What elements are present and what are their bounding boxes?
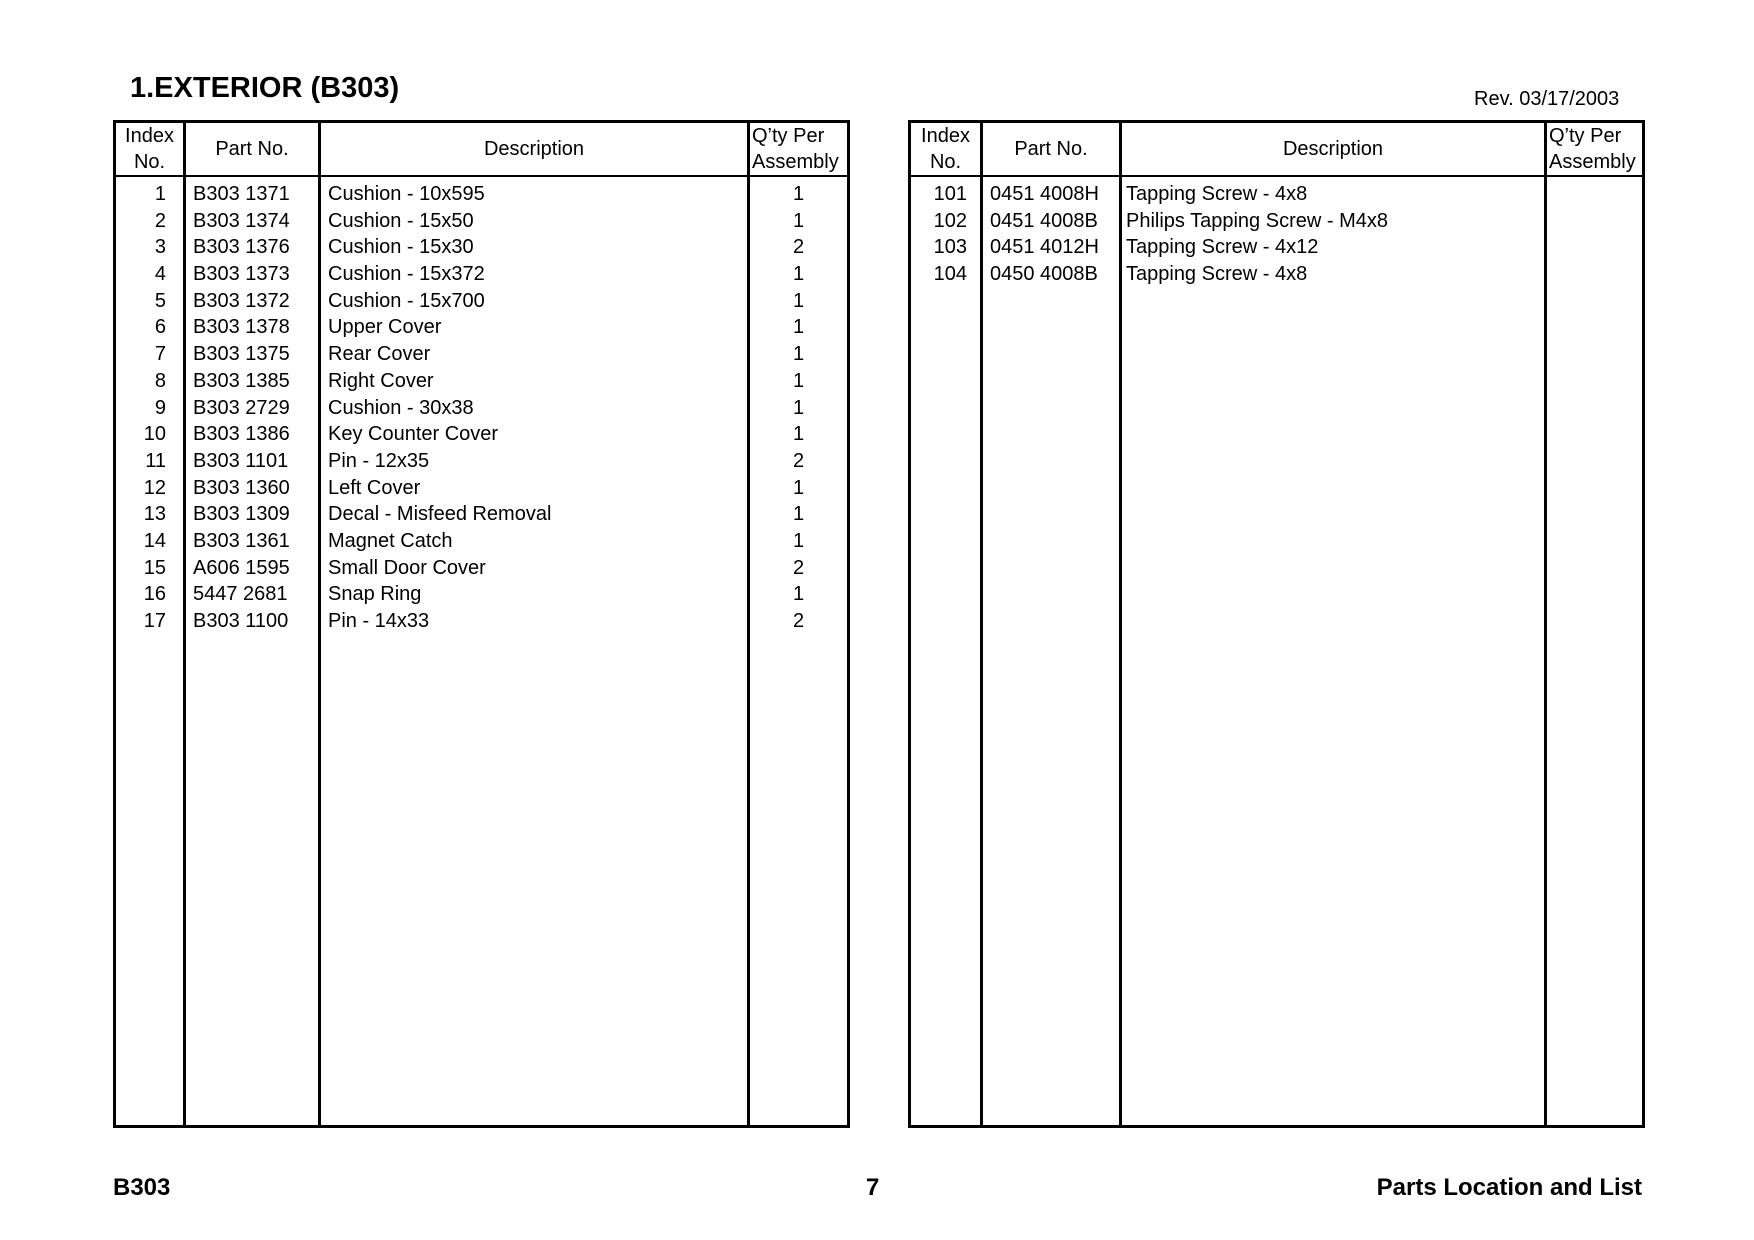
table-row [116,421,847,448]
row-description: Right Cover [328,369,434,392]
table-row [911,234,1642,261]
row-index: 103 [933,236,967,259]
row-part-no: 0450 4008B [990,263,1098,286]
row-part-no: B303 2729 [193,396,290,419]
row-description: Snap Ring [328,583,422,606]
header-index-line2: No. [133,151,166,173]
row-description: Cushion - 15x700 [328,289,485,312]
row-qty: 1 [792,316,805,339]
row-part-no: B303 1100 [193,610,289,632]
header-index-line1: Index [125,125,174,147]
table-row [116,234,847,261]
row-part-no: B303 1360 [193,476,290,499]
row-description: Cushion - 15x372 [328,263,485,286]
header-qty-line1: Q’ty Per [752,125,825,147]
row-index: 16 [143,583,166,606]
table-row [116,368,847,395]
header-qty-line2: Assembly [752,151,839,173]
row-part-no: B303 1386 [193,423,290,446]
header-description: Description [1282,138,1384,160]
header-divider [116,175,847,177]
row-description: Cushion - 15x30 [328,236,474,259]
row-part-no: B303 1378 [193,316,290,339]
row-qty: 2 [792,236,805,259]
header-part-no: Part No. [1014,138,1088,160]
table-row [116,395,847,422]
footer-section: Parts Location and List [1376,1174,1642,1201]
table-row [116,341,847,368]
row-qty: 1 [792,369,805,392]
row-qty: 1 [792,289,805,312]
table-row [116,475,847,502]
row-qty: 2 [792,556,805,579]
row-index: 11 [145,449,166,472]
row-qty: 1 [792,209,805,232]
row-part-no: 5447 2681 [193,583,288,606]
row-part-no: B303 1371 [193,183,290,205]
row-index: 9 [154,396,166,419]
row-index: 8 [154,369,166,392]
row-qty: 1 [792,583,805,606]
header-part-no: Part No. [215,138,289,160]
table-body-left [116,181,847,635]
row-qty: 2 [792,449,805,472]
row-qty: 2 [792,610,805,632]
footer-model: B303 [113,1174,171,1201]
row-index: 10 [143,423,166,446]
header-description: Description [483,138,585,160]
row-description: Upper Cover [328,316,442,339]
table-row [116,261,847,288]
header-qty [750,123,849,175]
row-index: 12 [143,476,166,499]
row-index: 4 [154,263,166,286]
row-qty: 1 [792,263,805,286]
header-index-line2: No. [929,151,962,173]
row-qty: 1 [792,396,805,419]
row-index: 13 [143,503,166,526]
row-part-no: 0451 4008B [990,209,1098,232]
row-description: Cushion - 10x595 [328,183,485,205]
row-index: 17 [143,610,166,632]
row-qty: 1 [792,343,805,366]
row-description: Key Counter Cover [328,423,499,446]
row-part-no: B303 1375 [193,343,290,366]
row-index: 15 [143,556,166,579]
row-part-no: B303 1374 [193,209,290,232]
table-body-right [911,181,1642,288]
row-qty: 1 [792,476,805,499]
table-row [116,528,847,555]
row-part-no: B303 1373 [193,263,290,286]
table-row [911,208,1642,235]
row-description: Tapping Screw - 4x8 [1126,263,1308,286]
header-qty-line2: Assembly [1549,151,1636,173]
row-part-no: B303 1372 [193,289,290,312]
table-row [116,208,847,235]
header-index [911,123,980,175]
row-part-no: A606 1595 [193,556,290,579]
header-index [116,123,183,175]
row-index: 7 [154,343,166,366]
parts-table-left [113,120,850,1128]
row-part-no: B303 1361 [193,529,290,552]
row-part-no: B303 1309 [193,503,290,526]
row-index: 104 [933,263,967,286]
row-description: Philips Tapping Screw - M4x8 [1126,209,1388,232]
parts-table-right [908,120,1645,1128]
table-row [116,501,847,528]
row-index: 14 [143,529,166,552]
table-row [116,581,847,608]
revision-date: Rev. 03/17/2003 [1474,88,1620,110]
row-description: Cushion - 15x50 [328,209,474,232]
row-index: 6 [154,316,166,339]
row-index: 2 [154,209,166,232]
row-description: Left Cover [328,476,421,499]
table-row [116,555,847,582]
row-qty: 1 [792,423,805,446]
row-index: 1 [154,183,166,205]
row-index: 5 [154,289,166,312]
header-qty [1547,123,1644,175]
row-description: Decal - Misfeed Removal [328,503,552,526]
row-description: Tapping Screw - 4x12 [1126,236,1319,259]
row-description: Rear Cover [328,343,431,366]
table-row [116,608,847,635]
row-index: 3 [154,236,166,259]
table-row [911,261,1642,288]
page-title: 1.EXTERIOR (B303) [130,72,400,104]
row-description: Cushion - 30x38 [328,396,474,419]
row-description: Small Door Cover [328,556,486,579]
row-description: Tapping Screw - 4x8 [1126,183,1308,205]
row-description: Pin - 14x33 [328,610,430,632]
row-index: 101 [933,183,967,205]
row-part-no: B303 1101 [193,449,289,472]
footer-page-number: 7 [866,1174,880,1201]
row-part-no: 0451 4008H [990,183,1099,205]
row-part-no: B303 1376 [193,236,290,259]
header-qty-line1: Q’ty Per [1549,125,1622,147]
row-description: Magnet Catch [328,529,453,552]
row-qty: 1 [792,503,805,526]
row-qty: 1 [792,183,805,205]
row-index: 102 [933,209,967,232]
header-index-line1: Index [921,125,970,147]
header-divider [911,175,1642,177]
table-row [116,288,847,315]
row-description: Pin - 12x35 [328,449,430,472]
table-row [116,314,847,341]
table-row [911,181,1642,208]
row-part-no: 0451 4012H [990,236,1099,259]
table-row [116,181,847,208]
table-row [116,448,847,475]
row-qty: 1 [792,529,805,552]
row-part-no: B303 1385 [193,369,290,392]
